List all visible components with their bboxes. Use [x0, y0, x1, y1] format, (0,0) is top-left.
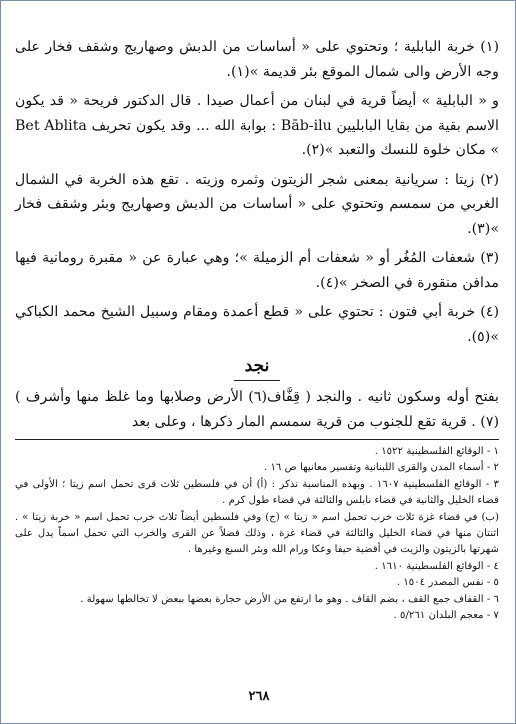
footnote-4: ٤ - الوقائع الفلسطينية ١٦١٠ . — [374, 560, 499, 572]
footnote-3-continued: (ب) في قضاء غزة ثلاث خرب تحمل اسم « زيتا » (ج) وفي فلسطين أيضاً ثلاث خرب تحمل اسم « خربة زيتا » . اثنتان منها في قضاء الخليل والثالثة في قضاء غزة ، وذلك فضلاً عن القرى والخرب التي تحمل اسماً يدل على شهرتها بالزيتون والزيت في أقضية حيفا وعكا ورام الله وبئر السبع وغيرها . — [15, 511, 499, 556]
footnote-divider — [15, 439, 499, 440]
footnote-6: ٦ - القفاف جمع القف ، بضم القاف . وهو ما ارتفع من الأرض حجارة بعضها ببعض لا تخالطها سهولة . — [80, 593, 499, 605]
section-heading: نجد — [244, 356, 270, 376]
paragraph-babiliya-lebanon: و « البابلية » أيضاً قرية في لبنان من أعمال صيدا . قال الدكتور فريحة « قد يكون الاسم بقية من بقايا البابليين Bāb-ilu : بوابة الله ... وقد يكون تحريف Bet Ablita » مكان خلوة للنسك والتعبد »(٢). — [15, 93, 499, 158]
footnote-5: ٥ - نفس المصدر ١٥٠٤ . — [396, 577, 499, 589]
footnote-1: ١ - الوقائع الفلسطينية ١٥٢٢ . — [374, 446, 499, 457]
page-number: ٢٦٨ — [248, 689, 270, 704]
paragraph-abu-fatun: (٤) خربة أبي فتون : تحتوي على « قطع أعمدة ومقام وسبيل الشيخ محمد الكباكي »(٥). — [15, 304, 499, 345]
book-page — [15, 35, 499, 624]
heading-underline — [234, 380, 280, 381]
footnote-7: ٧ - معجم البلدان ٥/٢٦١ . — [393, 610, 499, 622]
paragraph-zeita: (٢) زيتا : سريانية بمعنى شجر الزيتون وثمره وزيته . تقع هذه الخربة في الشمال الغربي من سمسم وتحتوي على « أساسات من الدبش وصهاريج وبئر وشقف فخار »(٣). — [15, 171, 499, 237]
paragraph-shuafat: (٣) شعفات المُغُر أو « شعفات أم الزميلة »؛ وهي عبارة عن « مقبرة رومانية فيها مدافن منقورة في الصخر »(٤). — [15, 250, 499, 291]
footnote-2: ٢ - أسماء المدن والقرى اللبنانية وتفسير معانيها ص ١٦ . — [263, 462, 499, 474]
footnote-3: ٣ - الوقائع الفلسطينية ١٦٠٧ . وبهذه المناسبة نذكر : (أ) أن في فلسطين ثلاث قرى تحمل اسم زيتا ؛ الأولى في قضاء الخليل والثانية في قضاء نابلس والثالثة في قضاء طول كرم . — [15, 478, 499, 507]
paragraph-najd: بفتح أوله وسكون ثانيه . والنجد ( قِفَّاف(٦) الأرض وصلابها وما غلظ منها وأشرف )(٧) . قرية تقع للجنوب من قرية سمسم المار ذكرها ، وعلى بعد — [15, 389, 499, 430]
paragraph-khirbet-babiliya: (١) خربة البابلية ؛ وتحتوي على « أساسات من الدبش وصهاريج وشقف فخار على وجه الأرض والى شمال الموقع بئر قديمة »(١). — [15, 39, 499, 80]
